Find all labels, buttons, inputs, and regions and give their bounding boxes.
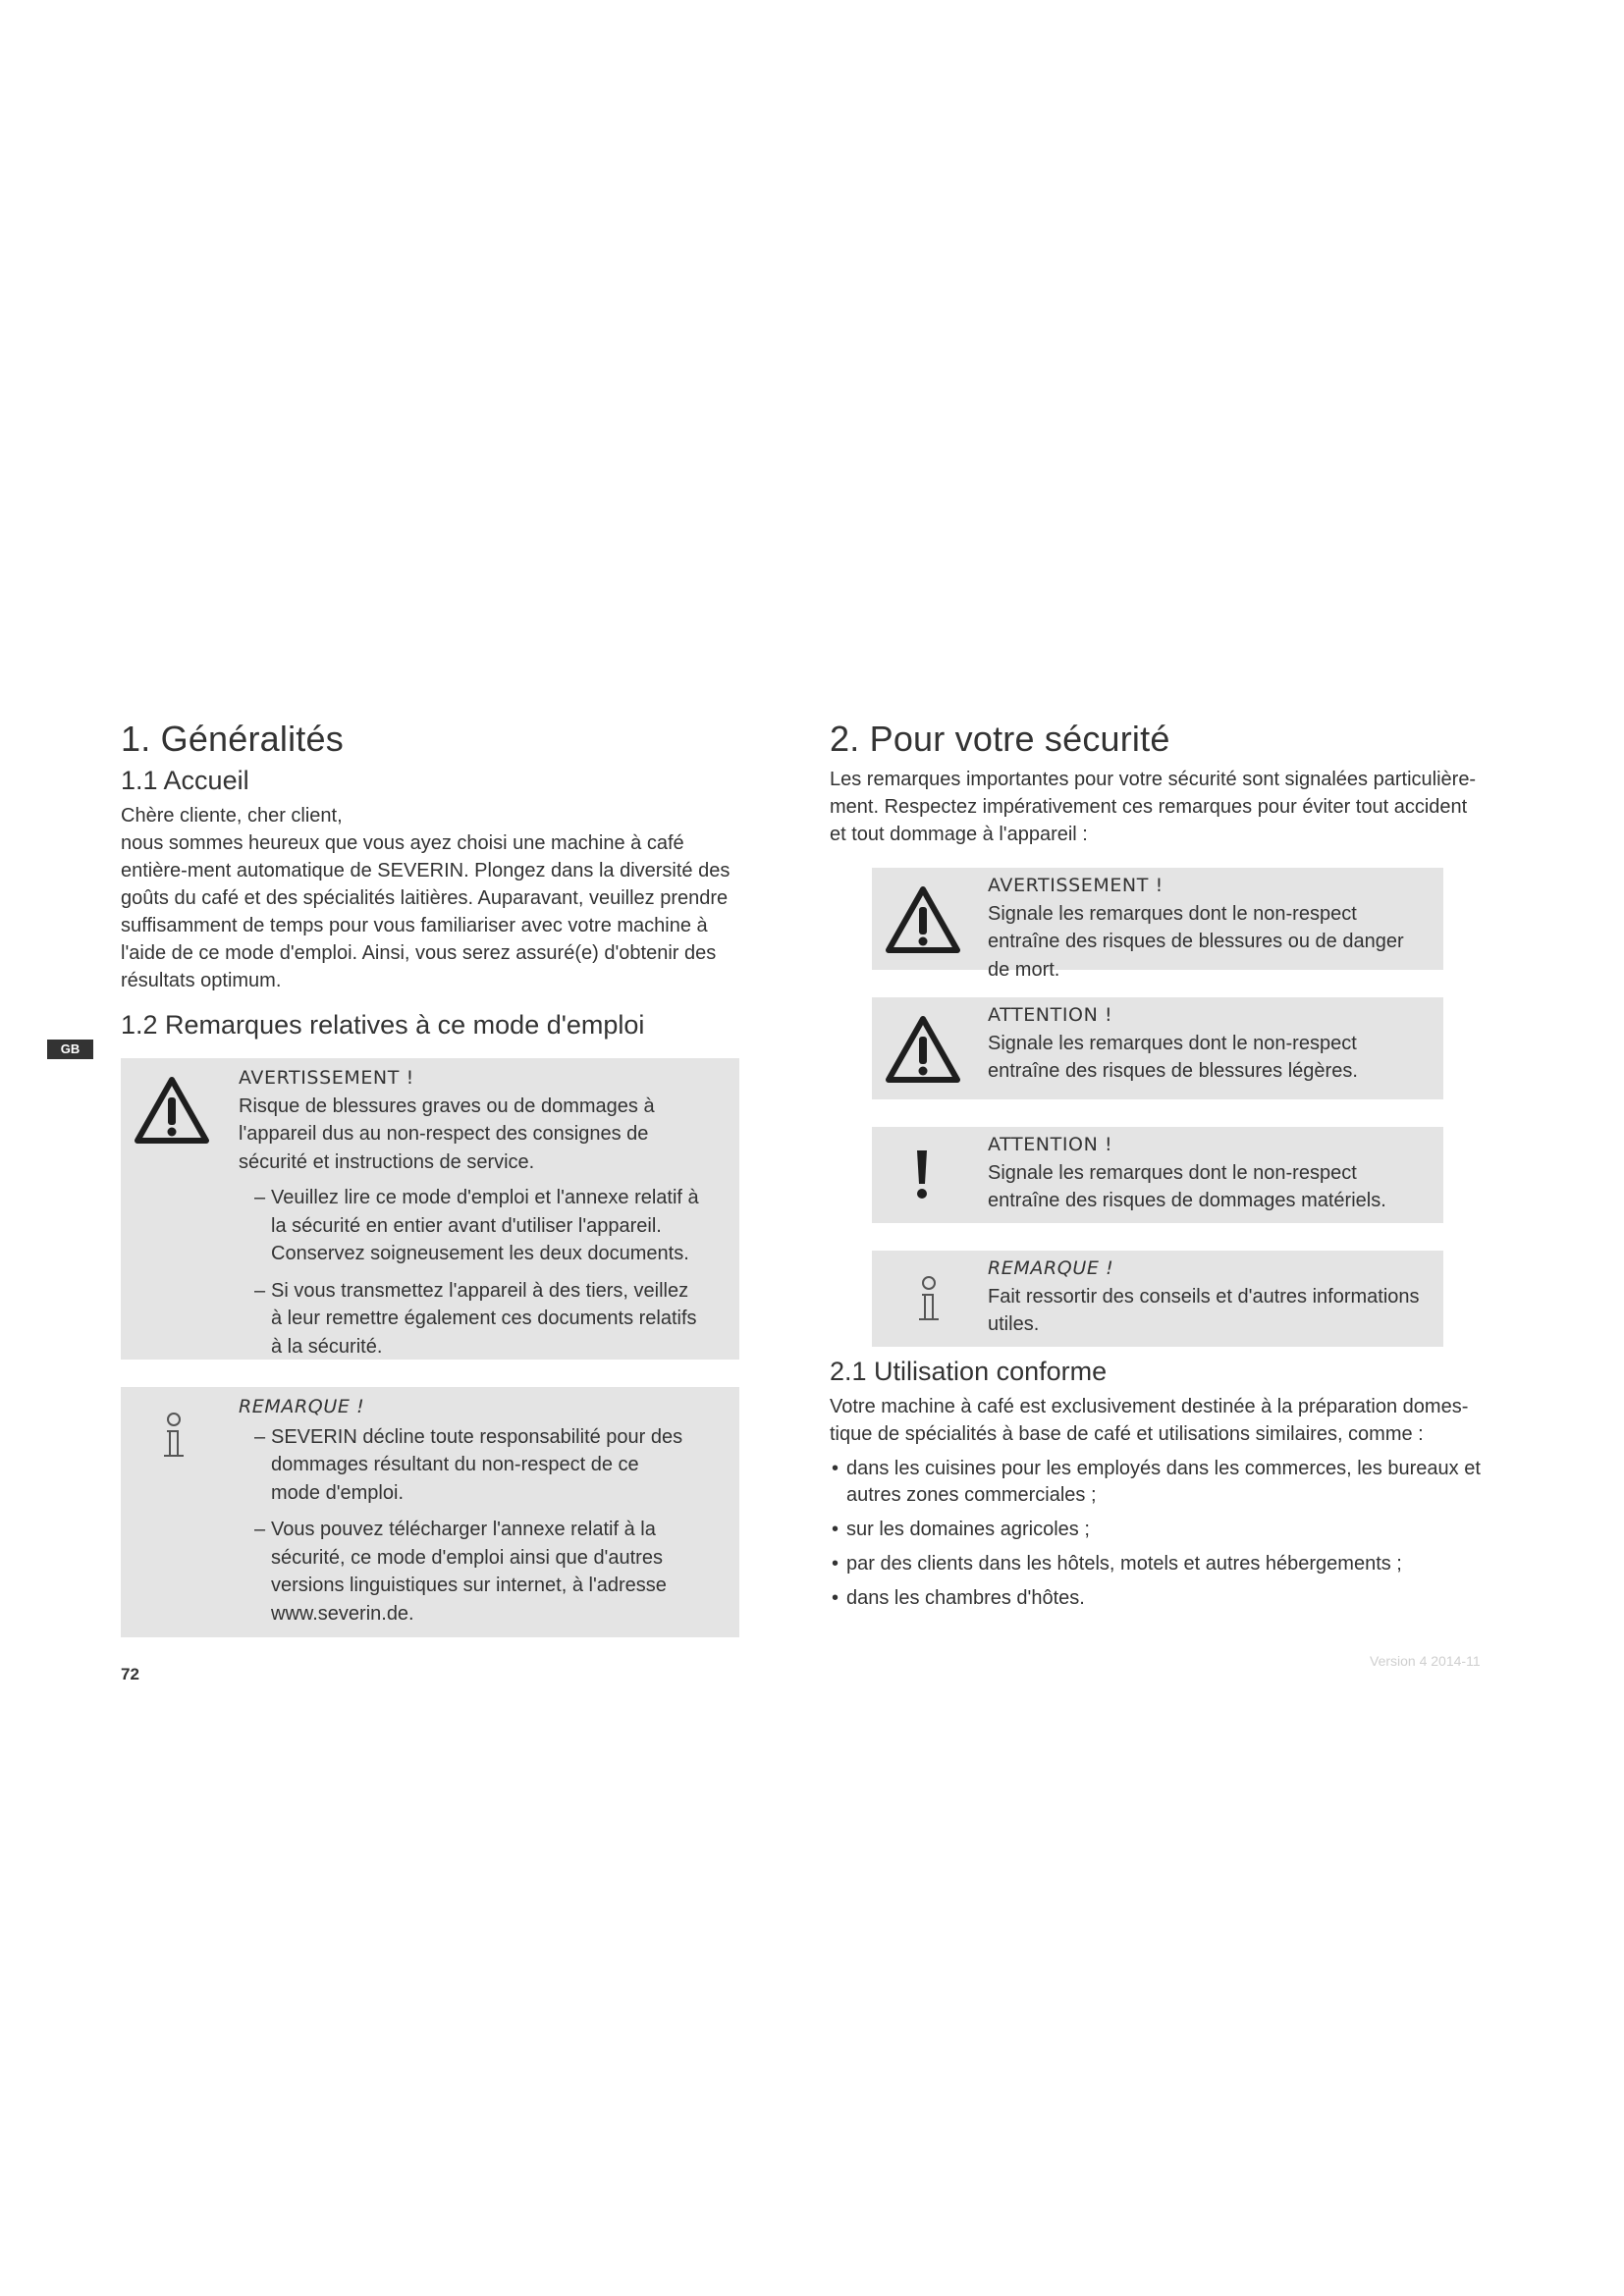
section-2-1-heading: 2.1 Utilisation conforme	[830, 1357, 1108, 1386]
note-box-title: REMARQUE !	[239, 1396, 365, 1417]
intro-paragraph: nous sommes heureux que vous ayez choisi une machine à café entière-ment automatique de SEVERIN. Plongez dans la diversité des goûts du café et des spécialités laitières. Auparavant, veuillez prendre suffisamment de temps pour vous familiariser avec votre machine à l'aide de ce mode d'emploi. Ainsi, vous serez assuré(e) d'obtenir des résultats optimum.	[121, 832, 731, 991]
info-icon	[913, 1276, 945, 1330]
exclamation-icon	[915, 1148, 929, 1206]
section-1-heading: 1. Généralités	[121, 719, 344, 759]
section-1-2-heading: 1.2 Remarques relatives à ce mode d'emploi	[121, 1010, 645, 1040]
left-column	[121, 707, 739, 1637]
version-label: Version 4 2014-11	[1370, 1653, 1481, 1669]
warning-box	[121, 1058, 739, 1360]
box-text: Signale les remarques dont le non-respect entraîne des risques de dommages matériels.	[988, 1161, 1386, 1211]
safety-intro-paragraph: Les remarques importantes pour votre sécurité sont signalées particulière-ment. Respectez impérativement ces remarques pour éviter tout accident et tout dommage à l'appareil :	[830, 769, 1477, 845]
warning-box-text: Risque de blessures graves ou de dommages à l'appareil dus au non-respect des consignes de sécurité et instructions de service.	[239, 1095, 655, 1173]
caution-box	[872, 997, 1443, 1099]
note-box	[121, 1387, 739, 1637]
section-2-heading: 2. Pour votre sécurité	[830, 719, 1170, 759]
list-item: • sur les domaines agricoles ;	[832, 1519, 1090, 1540]
language-tab: GB	[47, 1040, 93, 1059]
material-caution-box	[872, 1127, 1443, 1223]
list-item: • dans les chambres d'hôtes.	[832, 1587, 1085, 1609]
list-item: • dans les cuisines pour les employés dans les commerces, les bureaux et autres zones commerciales ;	[832, 1458, 1481, 1506]
warning-box	[872, 868, 1443, 981]
list-item: • par des clients dans les hôtels, motels et autres hébergements ;	[832, 1553, 1402, 1575]
note-box	[872, 1251, 1443, 1347]
list-item: – SEVERIN décline toute responsabilité pour des dommages résultant du non-respect de ce mode d'emploi.	[254, 1425, 683, 1504]
warning-box-title: AVERTISSEMENT !	[239, 1067, 414, 1089]
box-text: Signale les remarques dont le non-respect entraîne des risques de blessures ou de danger de mort.	[988, 902, 1404, 981]
box-title: AVERTISSEMENT !	[988, 875, 1164, 896]
salutation: Chère cliente, cher client,	[121, 805, 343, 827]
warning-triangle-icon	[135, 1076, 209, 1149]
box-title: ATTENTION !	[988, 1134, 1113, 1155]
page-number: 72	[121, 1665, 139, 1683]
list-item: – Veuillez lire ce mode d'emploi et l'annexe relatif à la sécurité en entier avant d'utiliser l'appareil. Conservez soigneusement les deux documents.	[254, 1187, 699, 1264]
section-1-1-heading: 1.1 Accueil	[121, 766, 249, 795]
warning-triangle-icon	[886, 1015, 960, 1089]
list-item: – Vous pouvez télécharger l'annexe relatif à la sécurité, ce mode d'emploi ainsi que d'autres versions linguistiques sur internet, à l'adresse www.severin.de.	[254, 1519, 667, 1625]
box-title: ATTENTION !	[988, 1004, 1113, 1026]
list-item: – Si vous transmettez l'appareil à des tiers, veillez à leur remettre également ces documents relatifs à la sécurité.	[254, 1279, 697, 1358]
box-text: Signale les remarques dont le non-respect entraîne des risques de blessures légères.	[988, 1032, 1358, 1082]
box-text: Fait ressortir des conseils et d'autres informations utiles.	[988, 1285, 1420, 1335]
info-icon	[158, 1413, 189, 1467]
usage-intro-paragraph: Votre machine à café est exclusivement destinée à la préparation domes-tique de spécialités à base de café et utilisations similaires, comme :	[830, 1396, 1469, 1445]
box-title: REMARQUE !	[988, 1257, 1114, 1279]
warning-triangle-icon	[886, 885, 960, 959]
right-column	[830, 707, 1483, 1620]
